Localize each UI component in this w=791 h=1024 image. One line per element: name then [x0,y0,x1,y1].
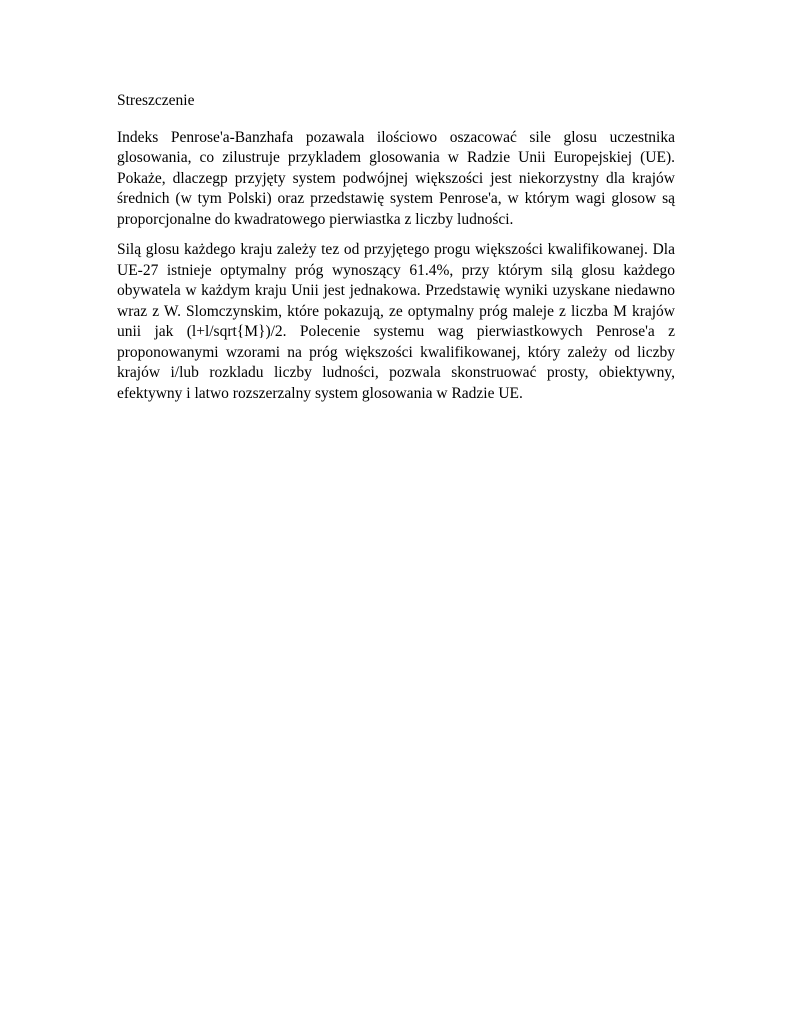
paragraph: Indeks Penrose'a-Banzhafa pozawala ilościowo oszacować sile glosu uczestnika glosowania, co zilustruje przykladem glosowania w Radzie Unii Europejskiej (UE). Pokaże, dlaczegp przyjęty system podwójnej większości jest niekorzystny dla krajów średnich (w tym Polski) oraz przedstawię system Penrose'a, w którym wagi glosow są proporcjonalne do kwadratowego pierwiastka z liczby ludności. [117,128,675,228]
document-body [117,91,675,414]
document-heading: Streszczenie [117,92,195,109]
paragraph: Silą glosu każdego kraju zależy tez od przyjętego progu większości kwalifikowanej. Dla UE-27 istnieje optymalny próg wynoszący 61.4%, przy którym silą glosu każdego obywatela w każdym kraju Unii jest jednakowa. Przedstawię wyniki uzyskane niedawno wraz z W. Slomczynskim, które pokazują, ze optymalny próg maleje z liczba M krajów unii jak (l+l/sqrt{M})/2. Polecenie systemu wag pierwiastkowych Penrose'a z proponowanymi wzorami na próg większości kwalifikowanej, który zależy od liczby krajów i/lub rozkladu liczby ludności, pozwala skonstruować prosty, obiektywny, efektywny i latwo rozszerzalny system glosowania w Radzie UE. [117,241,675,402]
